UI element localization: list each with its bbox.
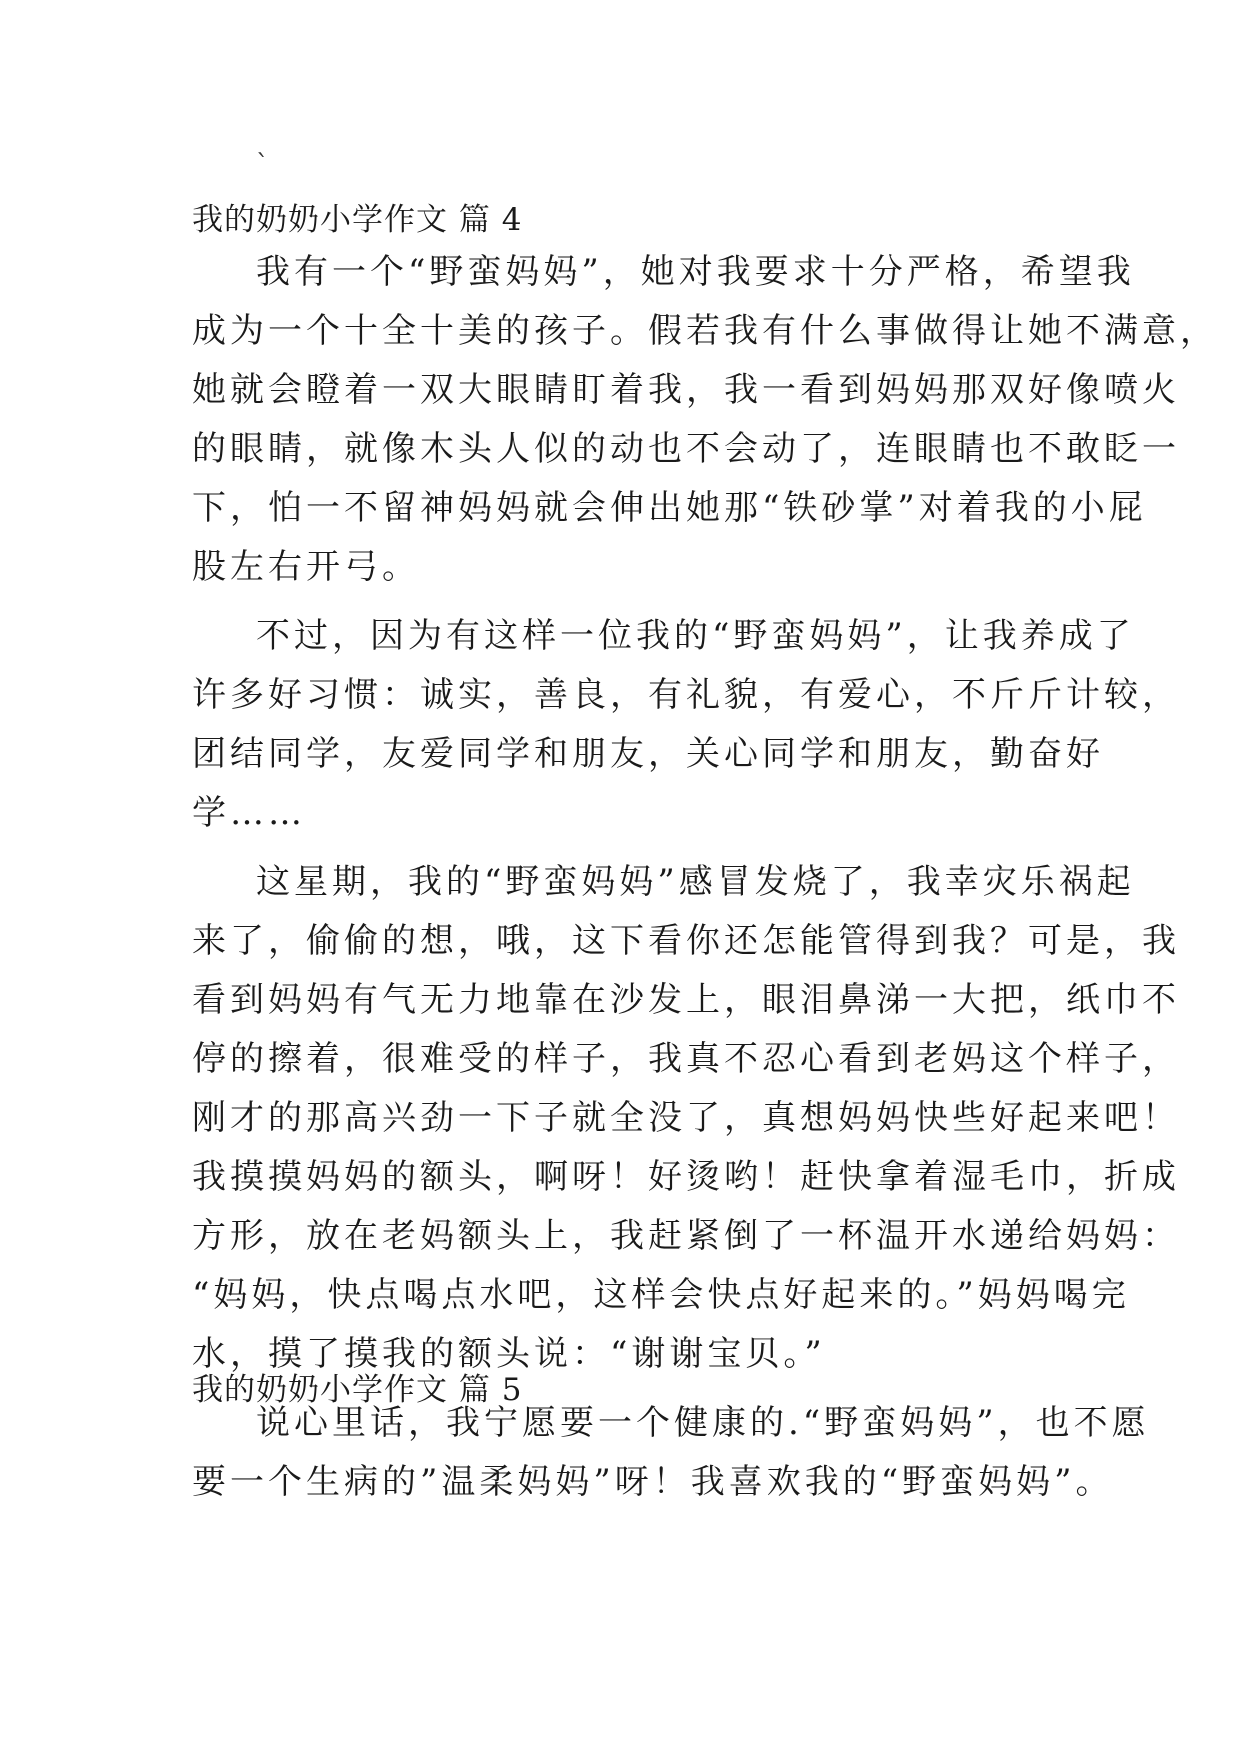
paragraph-line: 下，怕一不留神妈妈就会伸出她那“铁砂掌”对着我的小屁 bbox=[192, 488, 1147, 528]
paragraph-1 bbox=[192, 243, 1218, 597]
paragraph-line: 成为一个十全十美的孩子。假若我有什么事做得让她不满意， bbox=[192, 311, 1218, 351]
paragraph-line: 不过，因为有这样一位我的“野蛮妈妈”，让我养成了 bbox=[256, 616, 1135, 656]
paragraph-3 bbox=[192, 853, 1180, 1384]
paragraph-line: 停的擦着，很难受的样子，我真不忍心看到老妈这个样子， bbox=[192, 1039, 1180, 1079]
paragraph-line: 学…… bbox=[192, 793, 306, 833]
paragraph-line: 看到妈妈有气无力地靠在沙发上，眼泪鼻涕一大把，纸巾不 bbox=[192, 980, 1180, 1020]
paragraph-line: 她就会瞪着一双大眼睛盯着我，我一看到妈妈那双好像喷火 bbox=[192, 370, 1180, 410]
paragraph-line: 这星期，我的“野蛮妈妈”感冒发烧了，我幸灾乐祸起 bbox=[256, 862, 1135, 902]
heading-essay-5: 我的奶奶小学作文 篇 5 bbox=[192, 1372, 523, 1408]
top-mark: ` bbox=[256, 150, 269, 180]
paragraph-line: 来了，偷偷的想，哦，这下看你还怎能管得到我？可是，我 bbox=[192, 921, 1180, 961]
heading-essay-4: 我的奶奶小学作文 篇 4 bbox=[192, 202, 523, 238]
essay-body bbox=[192, 243, 1218, 1512]
paragraph-line: 水，摸了摸我的额头说：“谢谢宝贝。” bbox=[192, 1334, 826, 1374]
paragraph-line: 股左右开弓。 bbox=[192, 547, 420, 587]
paragraph-line: 许多好习惯：诚实，善良，有礼貌，有爱心，不斤斤计较， bbox=[192, 675, 1180, 715]
paragraph-4 bbox=[192, 1394, 1150, 1512]
paragraph-line: 说心里话，我宁愿要一个健康的.“野蛮妈妈”，也不愿 bbox=[256, 1403, 1150, 1443]
paragraph-line: “妈妈，快点喝点水吧，这样会快点好起来的。”妈妈喝完 bbox=[192, 1275, 1130, 1315]
paragraph-2 bbox=[192, 607, 1180, 843]
paragraph-line: 刚才的那高兴劲一下子就全没了，真想妈妈快些好起来吧！ bbox=[192, 1098, 1180, 1138]
paragraph-line: 我摸摸妈妈的额头，啊呀！好烫哟！赶快拿着湿毛巾，折成 bbox=[192, 1157, 1180, 1197]
paragraph-line: 我有一个“野蛮妈妈”，她对我要求十分严格，希望我 bbox=[256, 252, 1135, 292]
paragraph-line: 团结同学，友爱同学和朋友，关心同学和朋友，勤奋好 bbox=[192, 734, 1104, 774]
paragraph-line: 要一个生病的”温柔妈妈”呀！我喜欢我的“野蛮妈妈”。 bbox=[192, 1462, 1114, 1502]
paragraph-line: 方形，放在老妈额头上，我赶紧倒了一杯温开水递给妈妈： bbox=[192, 1216, 1180, 1256]
paragraph-line: 的眼睛，就像木头人似的动也不会动了，连眼睛也不敢眨一 bbox=[192, 429, 1180, 469]
